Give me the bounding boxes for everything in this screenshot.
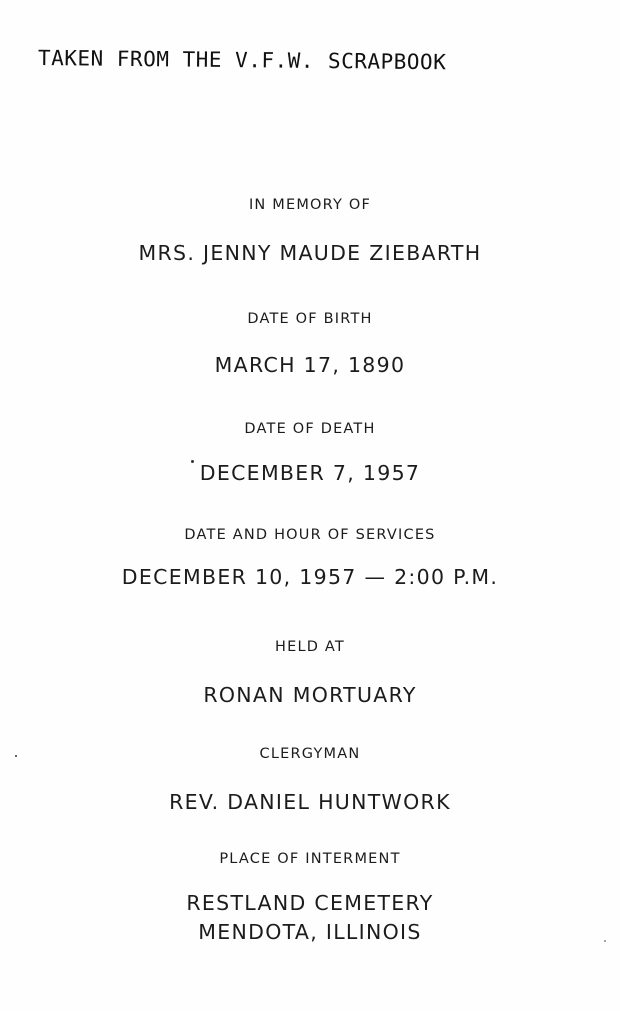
scan-speck [604,940,606,942]
clergyman-name: REV. DANIEL HUNTWORK [169,790,451,814]
services-datetime: DECEMBER 10, 1957 — 2:00 P.M. [121,565,499,589]
header-source-text: TAKEN FROM THE V.F.W. [37,46,315,73]
clergyman-label: CLERGYMAN [259,746,361,762]
held-at-location: RONAN MORTUARY [203,683,417,707]
interment-label: PLACE OF INTERMENT [219,851,401,867]
scan-speck [191,460,194,463]
deceased-name: MRS. JENNY MAUDE ZIEBARTH [138,241,482,265]
death-date: DECEMBER 7, 1957 [199,461,421,485]
held-at-label: HELD AT [275,639,345,655]
death-date-label: DATE OF DEATH [244,421,376,437]
services-label: DATE AND HOUR OF SERVICES [184,527,436,543]
scrapbook-header [38,46,447,74]
birth-date-label: DATE OF BIRTH [247,311,373,327]
interment-location: MENDOTA, ILLINOIS [198,920,422,944]
in-memory-label: IN MEMORY OF [248,197,372,213]
header-scrapbook-text: SCRAPBOOK [327,49,447,75]
interment-place: RESTLAND CEMETERY [186,891,434,915]
birth-date: MARCH 17, 1890 [214,353,406,377]
scan-speck [15,755,17,757]
